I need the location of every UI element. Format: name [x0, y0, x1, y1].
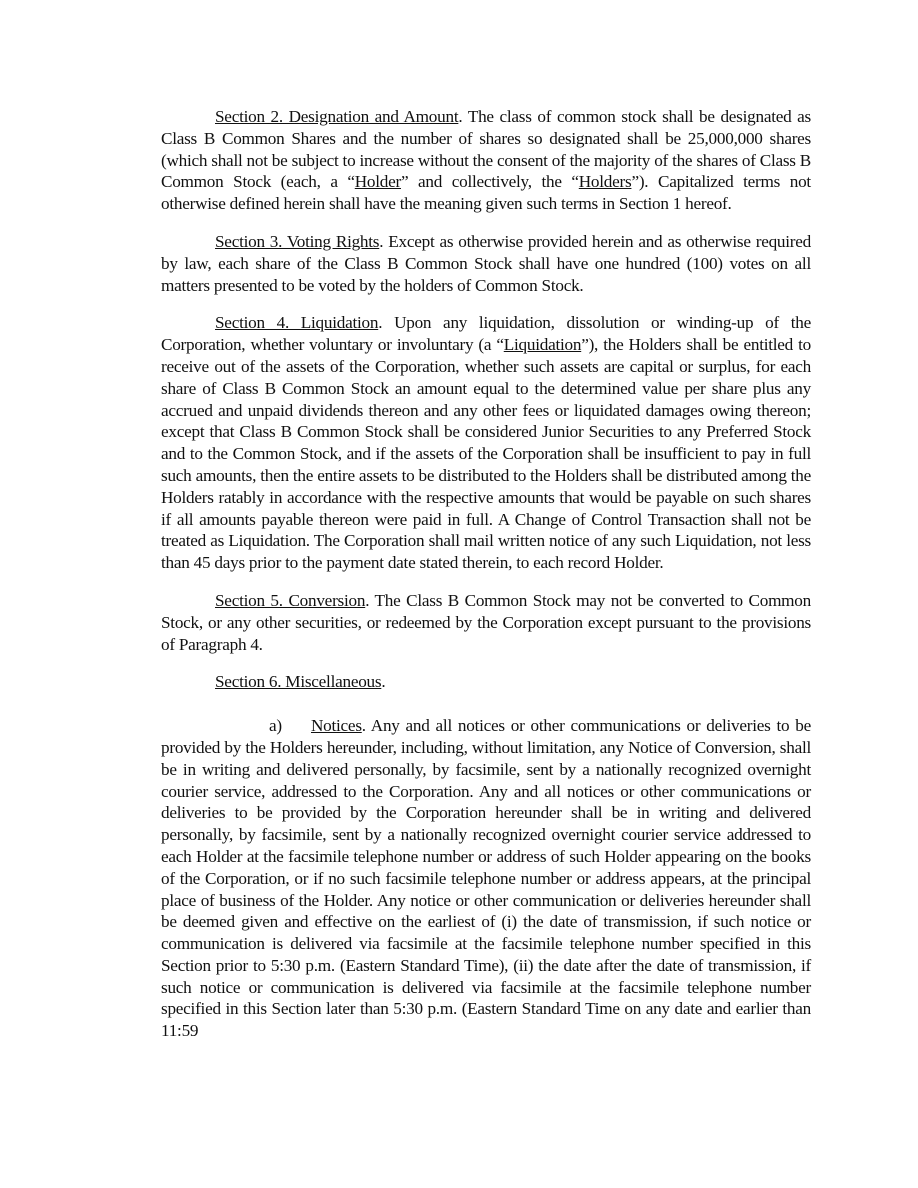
section-2-paragraph: Section 2. Designation and Amount. The class of common stock shall be designated as Class B Common Shares and the number of shares so designated shall be 25,000,000 shares (which shall not be subject to increase without the consent of the majority of the shares of Class B Common Stock (each, a “Holder” and collectively, the “Holders”). Capitalized terms not otherwise defined herein shall have the meaning given such terms in Section 1 hereof.: [161, 107, 811, 214]
section-3-heading: Section 3. Voting Rights: [215, 231, 380, 251]
document-page: [161, 106, 811, 1058]
section-5-heading: Section 5. Conversion: [215, 590, 366, 610]
section-4-paragraph: Section 4. Liquidation. Upon any liquidation, dissolution or winding-up of the Corporation, whether voluntary or involuntary (a “Liquidation”), the Holders shall be entitled to receive out of the assets of the Corporation, whether such assets are capital or surplus, for each share of Class B Common Stock an amount equal to the determined value per share plus any accrued and unpaid dividends thereon and any other fees or liquidated damages owing thereon; except that Class B Common Stock shall be considered Junior Securities to any Preferred Stock and to the Common Stock, and if the assets of the Corporation shall be insufficient to pay in full such amounts, then the entire assets to be distributed to the Holders shall be distributed among the Holders ratably in accordance with the respective amounts that would be payable on such shares if all amounts payable thereon were paid in full. A Change of Control Transaction shall not be treated as Liquidation. The Corporation shall mail written notice of any such Liquidation, not less than 45 days prior to the payment date stated therein, to each record Holder.: [161, 313, 811, 573]
subsection-label: a): [269, 716, 282, 736]
defined-term-holder: Holder: [354, 172, 401, 192]
section-4-heading: Section 4. Liquidation: [215, 313, 379, 333]
section-3-paragraph: Section 3. Voting Rights. Except as otherwise provided herein and as otherwise required by law, each share of the Class B Common Stock shall have one hundred (100) votes on all matters presented to be voted by the holders of Common Stock.: [161, 231, 811, 295]
defined-term-liquidation: Liquidation: [503, 335, 582, 355]
defined-term-holders: Holders: [578, 172, 632, 192]
subsection-a-paragraph: a) Notices. Any and all notices or other communications or deliveries to be provided by the Holders hereunder, including, without limitation, any Notice of Conversion, shall be in writing and delivered personally, by facsimile, sent by a nationally recognized overnight courier service, addressed to the Corporation. Any and all notices or other communications or deliveries to be provided by the Corporation hereunder shall be in writing and delivered personally, by facsimile, sent by a nationally recognized overnight courier service addressed to each Holder at the facsimile telephone number or address of such Holder appearing on the books of the Corporation, or if no such facsimile telephone number or address appears, at the principal place of business of the Holder. Any notice or other communication or deliveries hereunder shall be deemed given and effective on the earliest of (i) the date of transmission, if such notice or communication is delivered via facsimile at the facsimile telephone number specified in this Section prior to 5:30 p.m. (Eastern Standard Time), (ii) the date after the date of transmission, if such notice or communication is delivered via facsimile at the facsimile telephone number specified in this Section later than 5:30 p.m. (Eastern Standard Time on any date and earlier than 11:59: [161, 716, 811, 1041]
section-2-heading: Section 2. Designation and Amount: [215, 107, 459, 126]
section-6-heading: Section 6. Miscellaneous: [215, 672, 382, 692]
section-5-paragraph: Section 5. Conversion. The Class B Common Stock may not be converted to Common Stock, or any other securities, or redeemed by the Corporation except pursuant to the provisions of Paragraph 4.: [161, 590, 811, 654]
subsection-a-heading: Notices: [311, 716, 362, 736]
section-6-paragraph: Section 6. Miscellaneous.: [215, 672, 386, 692]
